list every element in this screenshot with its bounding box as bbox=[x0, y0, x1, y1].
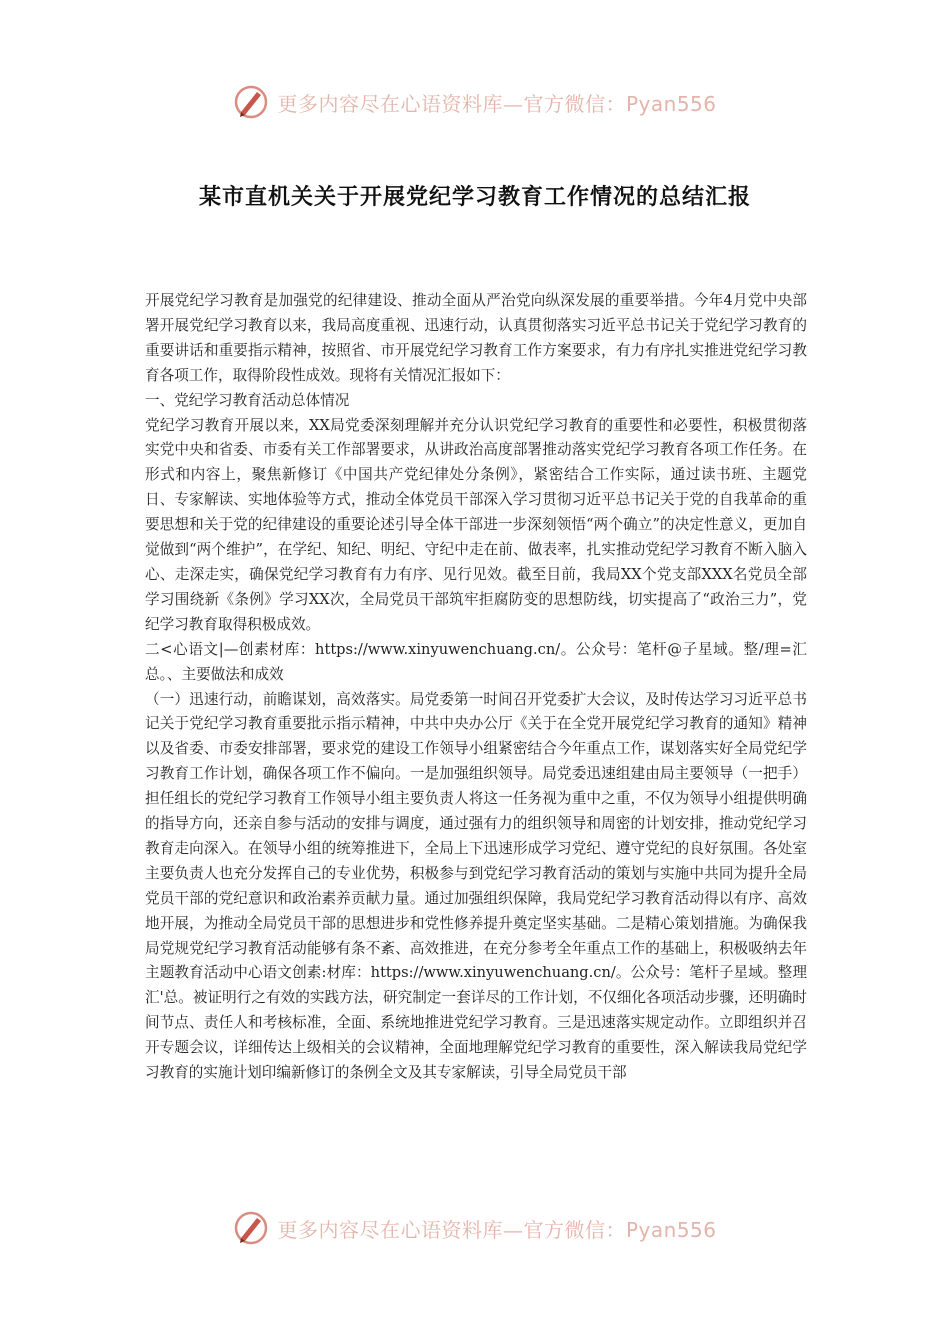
paragraph: （一）迅速行动，前瞻谋划，高效落实。局党委第一时间召开党委扩大会议，及时传达学习习近平总书记关于党纪学习教育重要批示指示精神，中共中央办公厅《关于在全党开展党纪学习教育的通知》精神以及省委、市委安排部署，要求党的建设工作领导小组紧密结合今年重点工作，谋划落实好全局党纪学习教育工作计划，确保各项工作不偏向。一是加强组织领导。局党委迅速组建由局主要领导（一把手）担任组长的党纪学习教育工作领导小组主要负责人将这一任务视为重中之重，不仅为领导小组提供明确的指导方向，还亲自参与活动的安排与调度，通过强有力的组织领导和周密的计划安排，推动党纪学习教育走向深入。在领导小组的统筹推进下，全局上下迅速形成学习党纪、遵守党纪的良好氛围。各处室主要负责人也充分发挥自己的专业优势，积极参与到党纪学习教育活动的策划与实施中共同为提升全局党员干部的党纪意识和政治素养贡献力量。通过加强组织保障，我局党纪学习教育活动得以有序、高效地开展，为推动全局党员干部的思想进步和党性修养提升奠定坚实基础。二是精心策划措施。为确保我局党规党纪学习教育活动能够有条不紊、高效推进，在充分参考全年重点工作的基础上，积极吸纳去年主题教育活动中心语文创素:材库：https://www.xinyuwenchuang.cn/。公众号：笔杆子星域。整理汇'总。被证明行之有效的实践方法，研究制定一套详尽的工作计划，不仅细化各项活动步骤，还明确时间节点、责任人和考核标准，全面、系统地推进党纪学习教育。三是迅速落实规定动作。立即组织并召开专题会议，详细传达上级相关的会议精神，全面地理解党纪学习教育的重要性，深入解读我局党纪学习教育的实施计划印编新修订的条例全文及其专家解读，引导全局党员干部 bbox=[145, 690, 807, 1082]
paragraph: 党纪学习教育开展以来，XX局党委深刻理解并充分认识党纪学习教育的重要性和必要性，积极贯彻落实党中央和省委、市委有关工作部署要求，从讲政治高度部署推动落实党纪学习教育各项工作任务。在形式和内容上，聚焦新修订《中国共产党纪律处分条例》，紧密结合工作实际，通过读书班、主题党日、专家解读、实地体验等方式，推动全体党员干部深入学习贯彻习近平总书记关于党的自我革命的重要思想和关于党的纪律建设的重要论述引导全体干部进一步深刻领悟“两个确立”的决定性意义，更加自觉做到“两个维护”，在学纪、知纪、明纪、守纪中走在前、做表率，扎实推动党纪学习教育不断入脑入心、走深走实，确保党纪学习教育有力有序、见行见效。截至目前，我局XX个党支部XXX名党员全部学习围绕新《条例》学习XX次，全局党员干部筑牢拒腐防变的思想防线，切实提高了“政治三力”，党纪学习教育取得积极成效。 bbox=[145, 416, 807, 633]
pen-circle-logo-icon bbox=[233, 1210, 269, 1246]
watermark-text: 更多内容尽在心语资料库—官方微信：Pyan556 bbox=[277, 91, 717, 116]
document-body bbox=[145, 289, 807, 1086]
watermark-banner-top bbox=[0, 82, 950, 122]
paragraph: 开展党纪学习教育是加强党的纪律建设、推动全面从严治党向纵深发展的重要举措。今年4月党中央部署开展党纪学习教育以来，我局高度重视、迅速行动，认真贯彻落实习近平总书记关于党纪学习教育的重要讲话和重要指示精神，按照省、市开展党纪学习教育工作方案要求，有力有序扎实推进党纪学习教育各项工作，取得阶段性成效。现将有关情况汇报如下： bbox=[145, 292, 807, 384]
watermark-text: 更多内容尽在心语资料库—官方微信：Pyan556 bbox=[277, 1217, 717, 1242]
wechat-id: Pyan556 bbox=[625, 1217, 717, 1242]
wechat-id: Pyan556 bbox=[625, 91, 717, 116]
section-heading: 二<心语文|—创素材库：https://www.xinyuwenchuang.cn/。公众号：笔杆@子星域。整/理=汇总。、主要做法和成效 bbox=[145, 640, 807, 683]
pen-circle-logo-icon bbox=[233, 84, 269, 120]
section-heading: 一、党纪学习教育活动总体情况 bbox=[145, 391, 350, 409]
watermark-banner-bottom bbox=[0, 1208, 950, 1248]
document-title: 某市直机关关于开展党纪学习教育工作情况的总结汇报 bbox=[198, 185, 751, 210]
